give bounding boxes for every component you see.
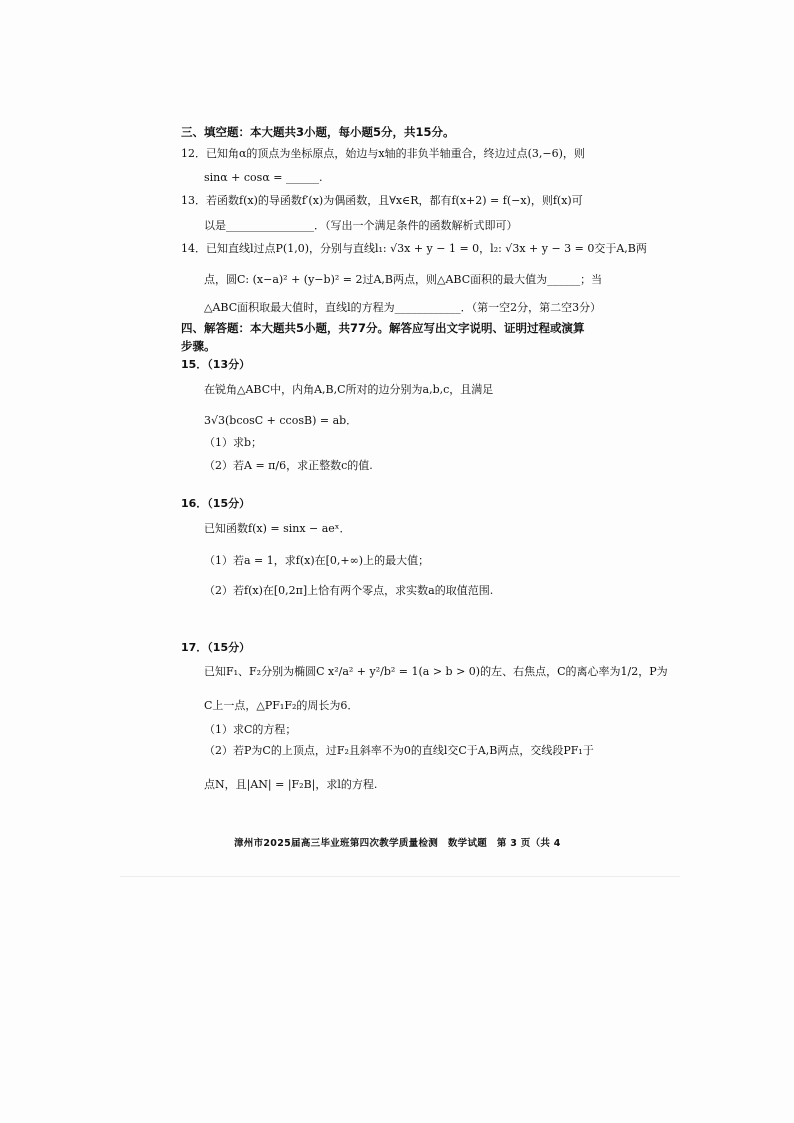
page-footer: 漳州市2025届高三毕业班第四次教学质量检测 数学试题 第 3 页（共 4 [234, 838, 561, 849]
q12-line-1: 12．已知角α的顶点为坐标原点，始边与x轴的非负半轴重合，终边过点(3,−6)，则 [181, 147, 585, 160]
q14-line-1: 14．已知直线l过点P(1,0)，分别与直线l₁: √3x + y − 1 = 0，l₂: √3x + y − 3 = 0交于A,B两 [181, 242, 647, 255]
q13-line-1: 13．若函数f(x)的导函数f′(x)为偶函数，且∀x∈R，都有f(x+2) = f(−x)，则f(x)可 [181, 194, 583, 207]
q15-stem-1: 在锐角△ABC中，内角A,B,C所对的边分别为a,b,c，且满足 [204, 383, 494, 396]
q15-stem-2: 3√3(bcosC + ccosB) = ab． [204, 414, 358, 427]
q13-line-2: 以是________________．（写出一个满足条件的函数解析式即可） [204, 219, 518, 232]
section-4-heading-line-2: 步骤。 [181, 339, 216, 353]
q12-line-2: sinα + cosα = ______. [204, 171, 323, 184]
q15-label: 15．（13分） [181, 358, 251, 371]
section-4-heading-line-1: 四、解答题：本大题共5小题，共77分。解答应写出文字说明、证明过程或演算 [181, 321, 585, 335]
q14-line-2: 点，圆C: (x−a)² + (y−b)² = 2过A,B两点，则△ABC面积的最大值为______；当 [204, 273, 603, 286]
q14-line-3: △ABC面积取最大值时，直线l的方程为____________．（第一空2分，第二空3分） [204, 301, 602, 314]
q17-stem-1: 已知F₁、F₂分别为椭圆C x²/a² + y²/b² = 1(a > b > 0)的左、右焦点，C的离心率为1/2，P为 [204, 665, 668, 678]
q17-part-2-line-1: （2）若P为C的上顶点，过F₂且斜率不为0的直线l交C于A,B两点，交线段PF₁于 [204, 744, 594, 757]
section-3-heading: 三、填空题：本大题共3小题，每小题5分，共15分。 [181, 125, 455, 139]
q17-part-1: （1）求C的方程； [204, 723, 297, 736]
q16-part-2: （2）若f(x)在[0,2π]上恰有两个零点，求实数a的取值范围. [204, 584, 494, 597]
q17-label: 17．（15分） [181, 641, 251, 654]
q15-part-2: （2）若A = π/6，求正整数c的值. [204, 459, 373, 472]
q16-part-1: （1）若a = 1，求f(x)在[0,+∞)上的最大值； [204, 554, 430, 567]
q15-part-1: （1）求b； [204, 436, 263, 449]
q16-label: 16．（15分） [181, 497, 251, 510]
q17-part-2-line-2: 点N，且|AN| = |F₂B|，求l的方程. [204, 778, 378, 791]
q17-stem-2: C上一点，△PF₁F₂的周长为6． [204, 699, 359, 712]
page-edge-line [120, 876, 680, 877]
q16-stem: 已知函数f(x) = sinx − aeˣ． [204, 522, 351, 535]
